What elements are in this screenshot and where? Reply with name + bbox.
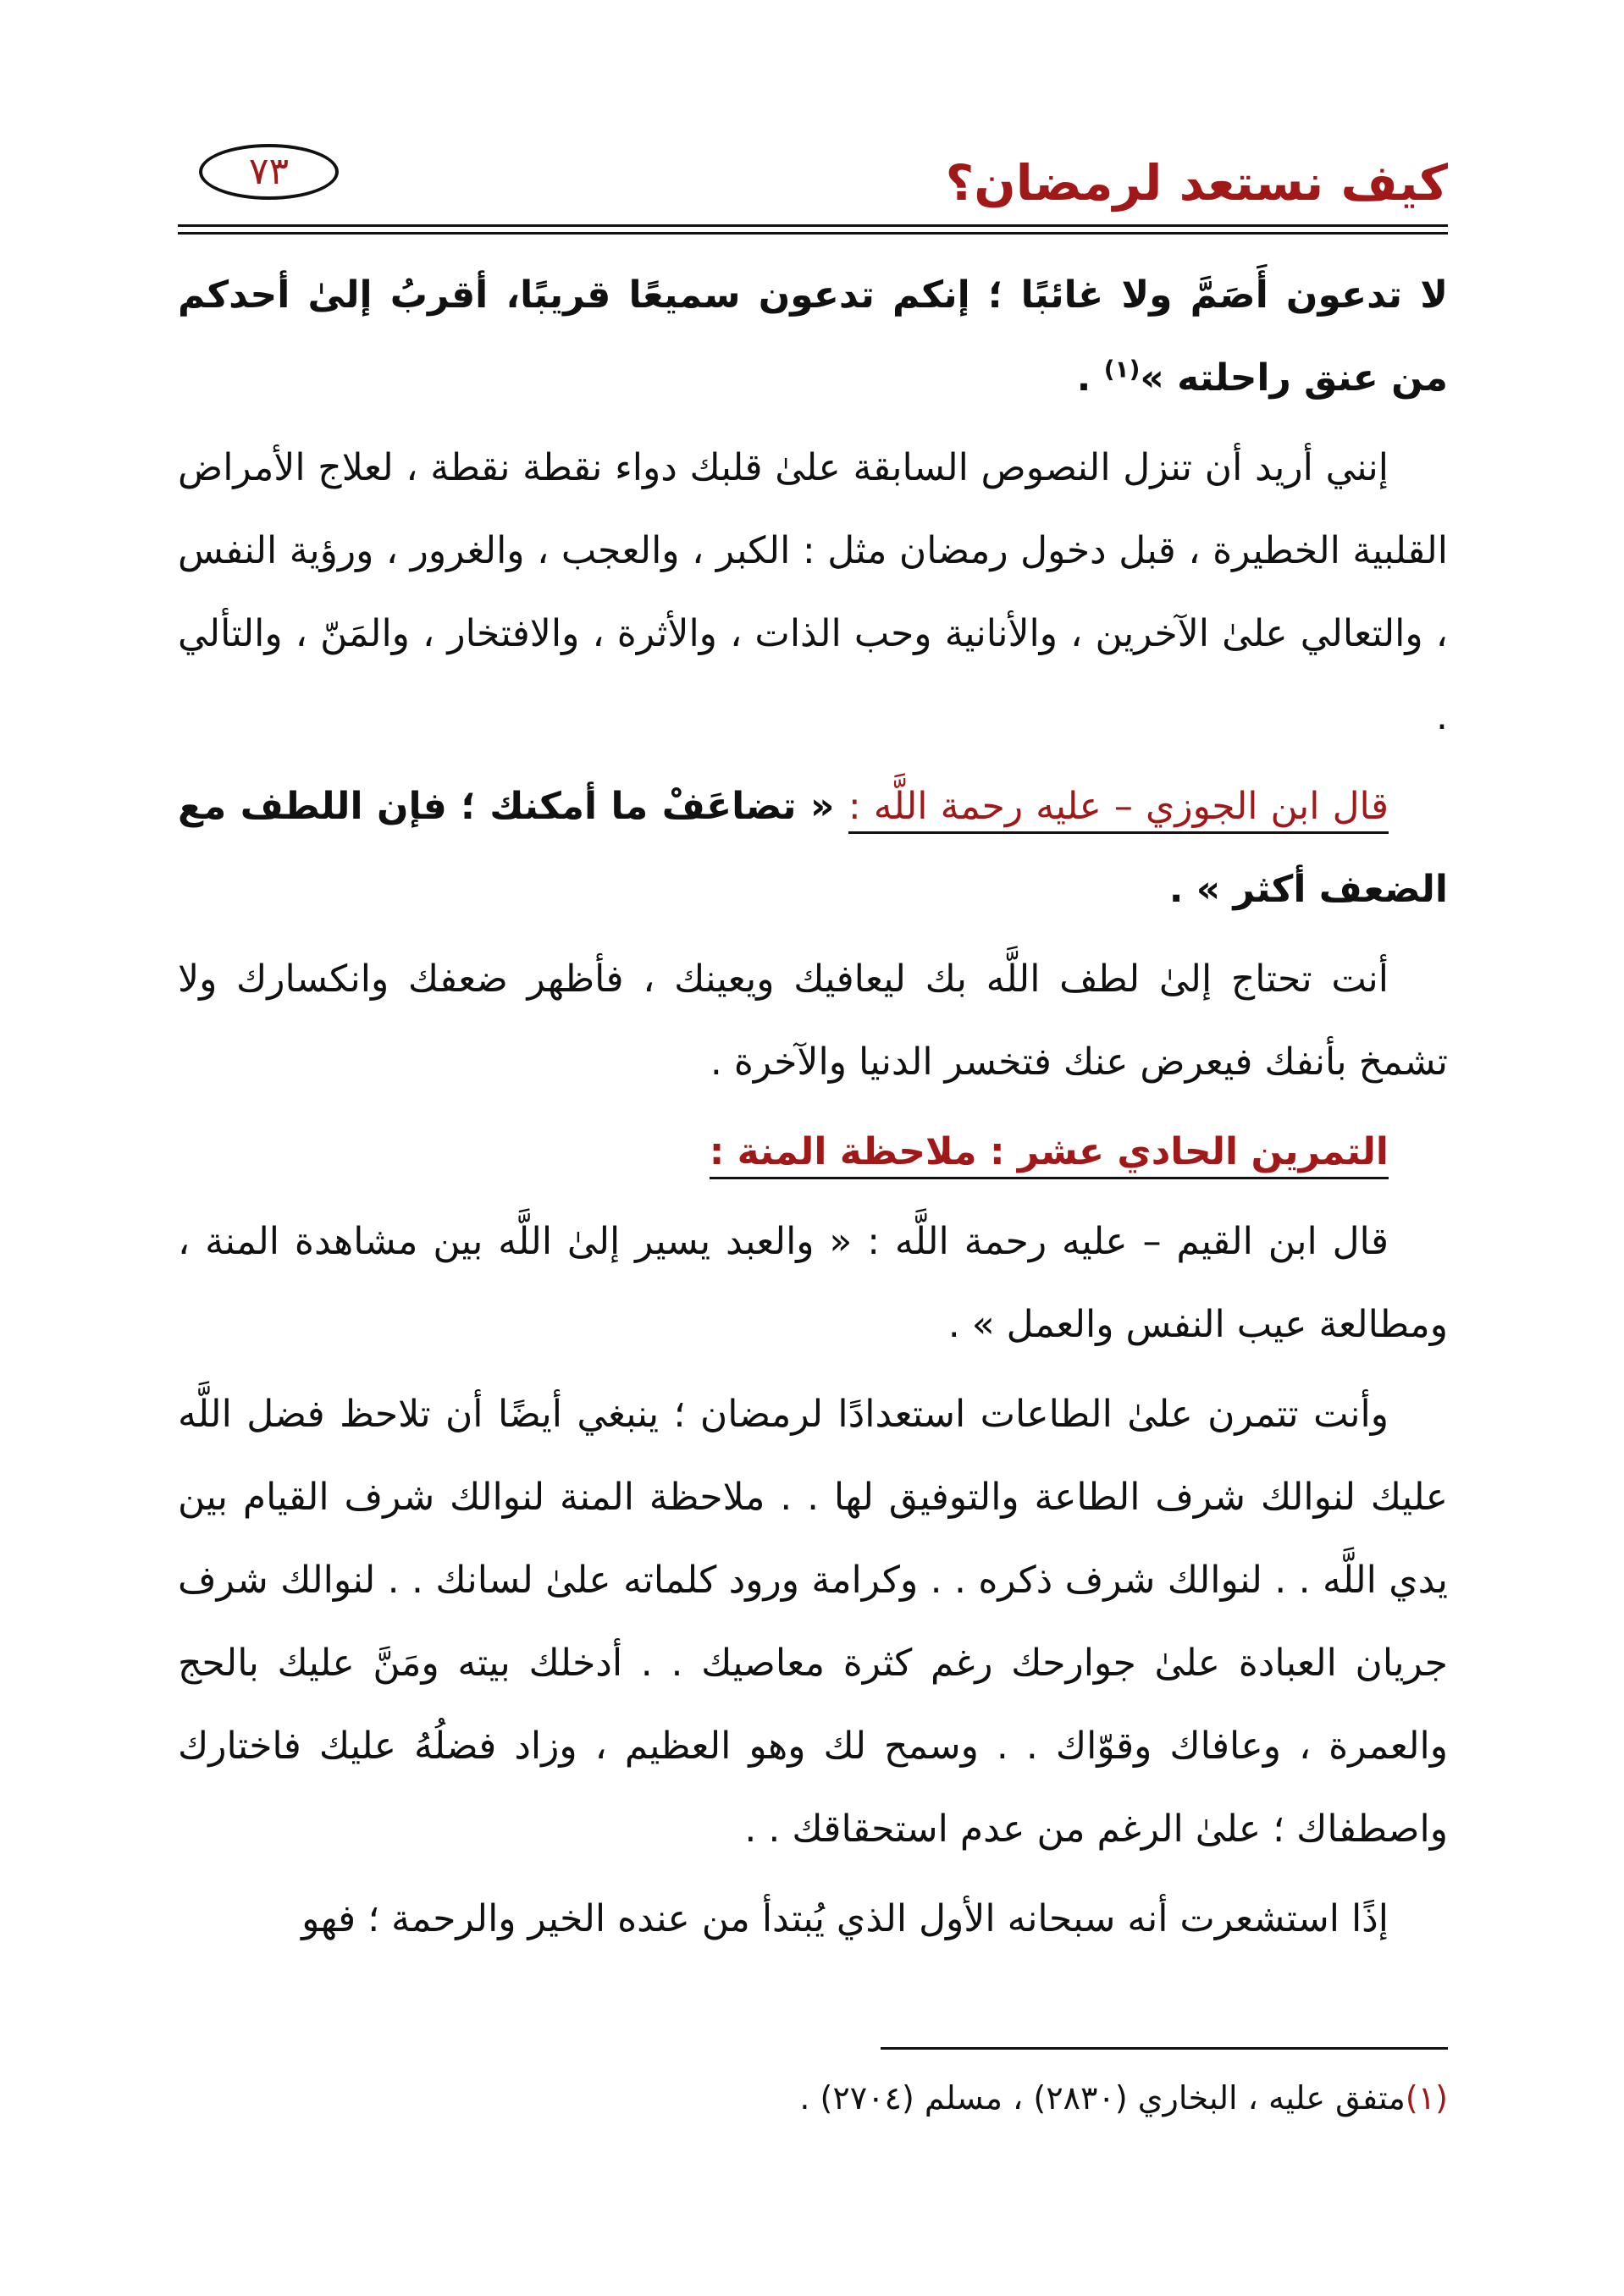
paragraph-need-kindness: أنت تحتاج إلىٰ لطف اللَّه بك ليعافيك ويعينك ، فأظهر ضعفك وانكسارك ولا تشمخ بأنفك فيعرض عنك فتخسر الدنيا والآخرة . (178, 958, 1448, 1084)
page-header (178, 135, 1448, 246)
paragraph-grace-observation: وأنت تتمرن علىٰ الطاعات استعدادًا لرمضان ؛ ينبغي أيضًا أن تلاحظ فضل اللَّه عليك لنوالك شرف الطاعة والتوفيق لها . . ملاحظة المنة لنوالك شرف القيام بين يدي اللَّه . . لنوالك شرف ذكره . . وكرامة ورود كلماته علىٰ لسانك . . لنوالك شرف جريان العبادة علىٰ جوارحك رغم كثرة معاصيك . . أدخلك بيته ومَنَّ عليك بالحج والعمرة ، وعافاك وقوّاك . . وسمح لك وهو العظيم ، وزاد فضلُهُ عليك فاختارك واصطفاك ؛ علىٰ الرغم من عدم استحقاقك . . (178, 1393, 1448, 1851)
header-rule-bottom (178, 232, 1448, 235)
section-heading (178, 1111, 1448, 1194)
footnote-separator (881, 2047, 1448, 2050)
hadith-text: لا تدعون أَصَمَّ ولا غائبًا ؛ إنكم تدعون سميعًا قريبًا، أقربُ إلىٰ أحدكم من عنق راحلته » (178, 273, 1448, 400)
footnote-number: (١) (1405, 2079, 1448, 2117)
paragraph-conclusion: إذًا استشعرت أنه سبحانه الأول الذي يُبتدأ من عنده الخير والرحمة ؛ فهو (301, 1897, 1389, 1940)
footnote-reference[interactable]: (١) (1103, 355, 1141, 384)
ibn-aljawzi-attribution: قال ابن الجوزي – عليه رحمة اللَّه : (848, 785, 1389, 834)
exercise-eleven-heading: التمرين الحادي عشر : ملاحظة المنة : (710, 1130, 1389, 1179)
ibn-aljawzi-quote: « تضاعَفْ ما أمكنك ؛ فإن اللطف مع الضعف أكثر » . (178, 785, 1448, 911)
paragraph-heart-diseases: إنني أريد أن تنزل النصوص السابقة علىٰ قلبك دواء نقطة نقطة ، لعلاج الأمراض القلبية الخطيرة ، قبل دخول رمضان مثل : الكبر ، والعجب ، والغرور ، ورؤية النفس ، والتعالي علىٰ الآخرين ، والأنانية وحب الذات ، والأثرة ، والافتخار ، والمَنّ ، والتألي . (178, 446, 1448, 738)
hadith-end: . (1076, 356, 1104, 400)
paragraph-ibn-aljawzi (178, 765, 1448, 931)
header-rule-top (178, 224, 1448, 227)
book-title: كيف نستعد لرمضان؟ (945, 154, 1448, 212)
paragraph-ibn-alqayyim: قال ابن القيم – عليه رحمة اللَّه : « والعبد يسير إلىٰ اللَّه بين مشاهدة المنة ، ومطالعة عيب النفس والعمل » . (178, 1220, 1448, 1346)
page-number: ٧٣ (199, 144, 339, 200)
footnote (178, 2072, 1448, 2123)
paragraph-hadith-end (178, 254, 1448, 420)
body-text (178, 254, 1448, 1968)
footnote-text: متفق عليه ، البخاري (٢٨٣٠) ، مسلم (٢٧٠٤) . (799, 2079, 1406, 2117)
